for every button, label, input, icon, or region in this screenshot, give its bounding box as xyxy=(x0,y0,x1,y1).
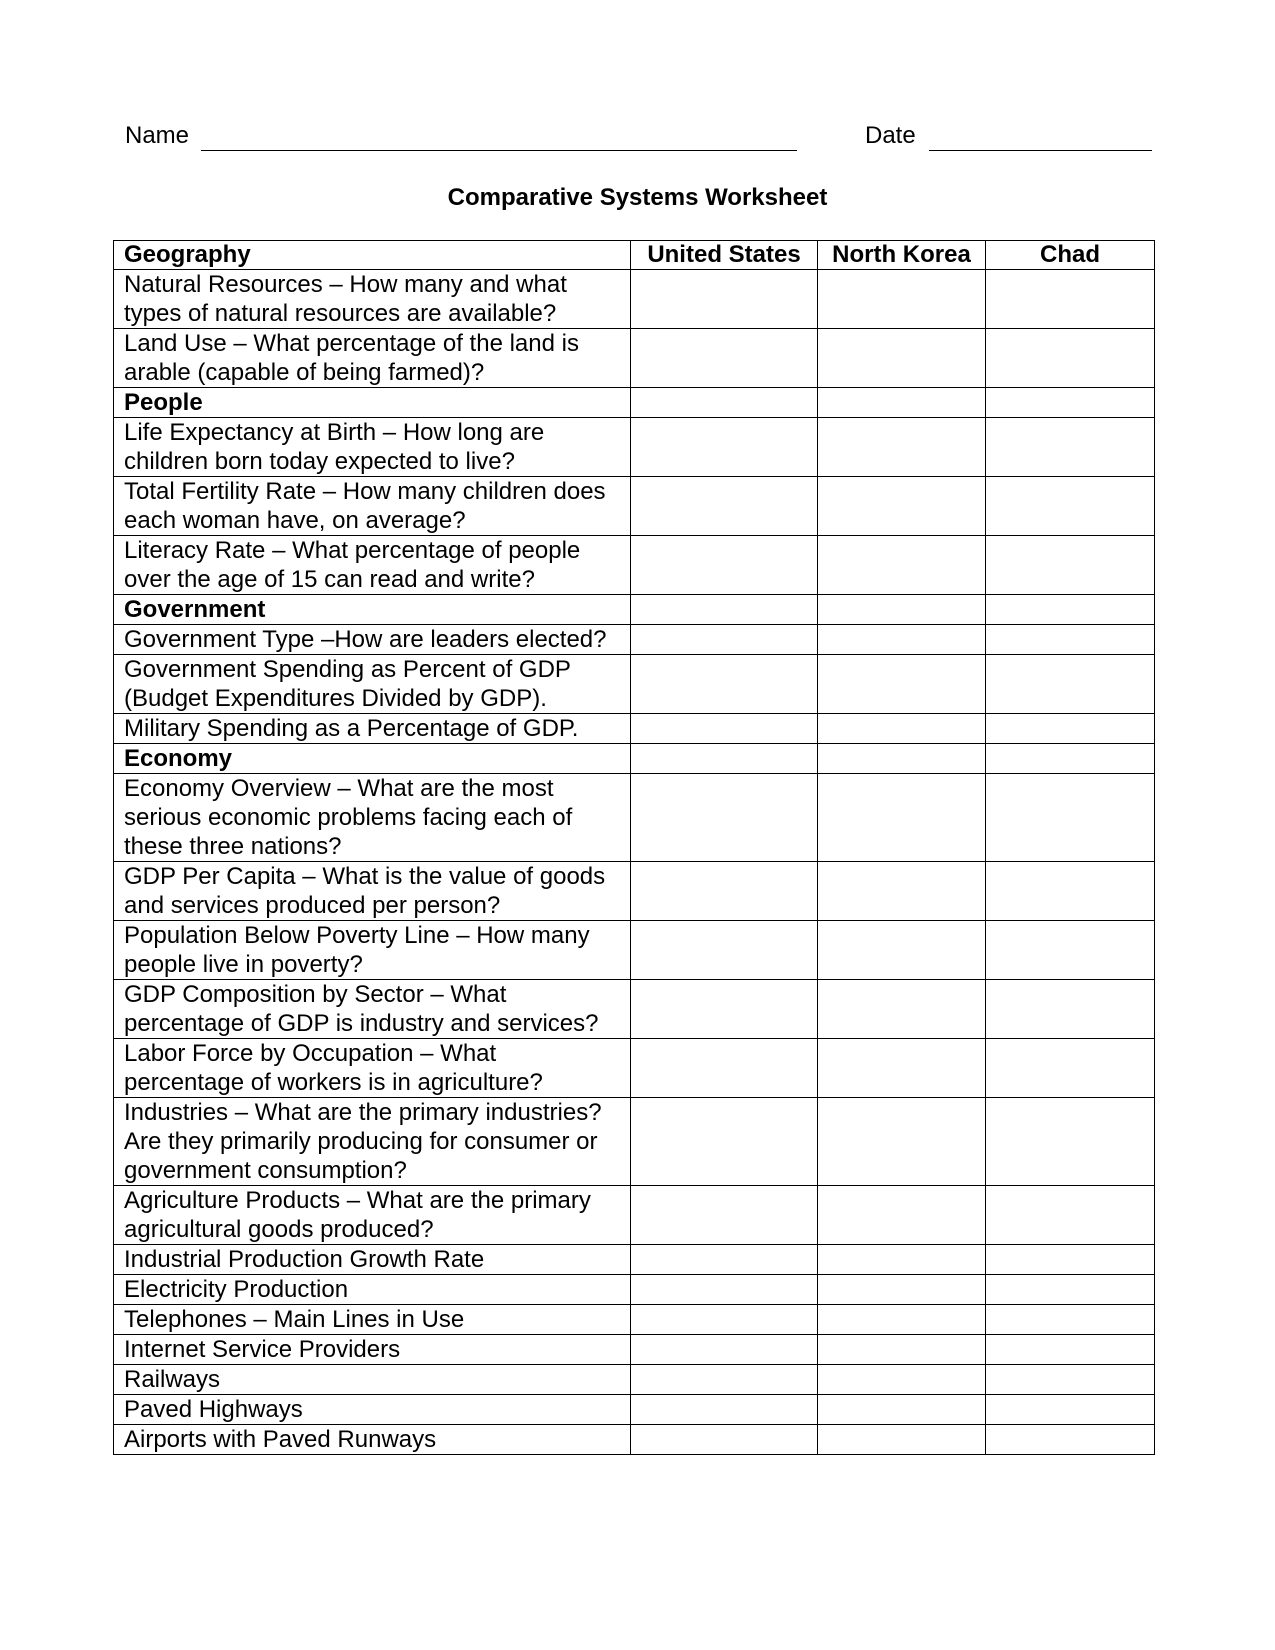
answer-cell-north-korea[interactable] xyxy=(818,1425,986,1455)
table-row xyxy=(114,329,1155,388)
date-field[interactable] xyxy=(929,150,1152,151)
answer-cell-united-states[interactable] xyxy=(631,1245,818,1275)
row-label: Total Fertility Rate – How many children does each woman have, on average? xyxy=(114,477,631,536)
table-row xyxy=(114,1365,1155,1395)
row-label: Natural Resources – How many and what types of natural resources are available? xyxy=(114,270,631,329)
section-heading: Government xyxy=(114,595,631,625)
column-header-geography: Geography xyxy=(114,241,631,270)
answer-cell-united-states[interactable] xyxy=(631,1425,818,1455)
row-label: GDP Composition by Sector – What percentage of GDP is industry and services? xyxy=(114,980,631,1039)
table-row xyxy=(114,1305,1155,1335)
answer-cell-north-korea[interactable] xyxy=(818,1186,986,1245)
section-row xyxy=(114,595,1155,625)
answer-cell-north-korea[interactable] xyxy=(818,1039,986,1098)
name-field[interactable] xyxy=(201,150,797,151)
table-header-row xyxy=(114,241,1155,270)
worksheet-title: Comparative Systems Worksheet xyxy=(447,184,828,211)
answer-cell-north-korea[interactable] xyxy=(818,1395,986,1425)
table-row xyxy=(114,625,1155,655)
answer-cell-chad[interactable] xyxy=(986,862,1155,921)
answer-cell-united-states[interactable] xyxy=(631,1335,818,1365)
table-row xyxy=(114,1395,1155,1425)
table-row xyxy=(114,862,1155,921)
answer-cell-chad[interactable] xyxy=(986,1365,1155,1395)
table-row xyxy=(114,1039,1155,1098)
name-label: Name xyxy=(125,122,190,149)
answer-cell-chad[interactable] xyxy=(986,1275,1155,1305)
answer-cell-north-korea[interactable] xyxy=(818,388,986,418)
table-row xyxy=(114,655,1155,714)
section-heading: People xyxy=(114,388,631,418)
answer-cell-united-states[interactable] xyxy=(631,1039,818,1098)
answer-cell-north-korea[interactable] xyxy=(818,1335,986,1365)
answer-cell-chad[interactable] xyxy=(986,270,1155,329)
answer-cell-chad[interactable] xyxy=(986,921,1155,980)
table-row xyxy=(114,418,1155,477)
table-row xyxy=(114,1098,1155,1186)
worksheet-body xyxy=(114,270,1155,1455)
section-row xyxy=(114,744,1155,774)
row-label: Economy Overview – What are the most serious economic problems facing each of these three nations? xyxy=(114,774,631,862)
answer-cell-united-states[interactable] xyxy=(631,388,818,418)
answer-cell-united-states[interactable] xyxy=(631,1098,818,1186)
answer-cell-north-korea[interactable] xyxy=(818,418,986,477)
table-row xyxy=(114,1245,1155,1275)
answer-cell-chad[interactable] xyxy=(986,536,1155,595)
answer-cell-united-states[interactable] xyxy=(631,1305,818,1335)
answer-cell-united-states[interactable] xyxy=(631,655,818,714)
row-label: Life Expectancy at Birth – How long are children born today expected to live? xyxy=(114,418,631,477)
answer-cell-united-states[interactable] xyxy=(631,477,818,536)
answer-cell-north-korea[interactable] xyxy=(818,1245,986,1275)
answer-cell-chad[interactable] xyxy=(986,1425,1155,1455)
answer-cell-chad[interactable] xyxy=(986,714,1155,744)
date-label: Date xyxy=(865,122,916,149)
answer-cell-chad[interactable] xyxy=(986,980,1155,1039)
answer-cell-united-states[interactable] xyxy=(631,744,818,774)
answer-cell-north-korea[interactable] xyxy=(818,921,986,980)
header-row xyxy=(0,114,1275,154)
table-row xyxy=(114,980,1155,1039)
answer-cell-chad[interactable] xyxy=(986,625,1155,655)
row-label: Government Spending as Percent of GDP (Budget Expenditures Divided by GDP). xyxy=(114,655,631,714)
answer-cell-united-states[interactable] xyxy=(631,625,818,655)
answer-cell-chad[interactable] xyxy=(986,1098,1155,1186)
answer-cell-chad[interactable] xyxy=(986,774,1155,862)
column-header-chad: Chad xyxy=(986,241,1155,270)
answer-cell-united-states[interactable] xyxy=(631,595,818,625)
table-row xyxy=(114,477,1155,536)
table-row xyxy=(114,536,1155,595)
answer-cell-chad[interactable] xyxy=(986,329,1155,388)
answer-cell-chad[interactable] xyxy=(986,744,1155,774)
answer-cell-united-states[interactable] xyxy=(631,862,818,921)
table-row xyxy=(114,1425,1155,1455)
answer-cell-united-states[interactable] xyxy=(631,536,818,595)
answer-cell-chad[interactable] xyxy=(986,1305,1155,1335)
row-label: Internet Service Providers xyxy=(114,1335,631,1365)
row-label: Labor Force by Occupation – What percentage of workers is in agriculture? xyxy=(114,1039,631,1098)
answer-cell-united-states[interactable] xyxy=(631,921,818,980)
answer-cell-north-korea[interactable] xyxy=(818,980,986,1039)
answer-cell-united-states[interactable] xyxy=(631,980,818,1039)
answer-cell-chad[interactable] xyxy=(986,477,1155,536)
answer-cell-chad[interactable] xyxy=(986,1335,1155,1365)
column-header-united-states: United States xyxy=(631,241,818,270)
column-header-north-korea: North Korea xyxy=(818,241,986,270)
section-row xyxy=(114,388,1155,418)
answer-cell-north-korea[interactable] xyxy=(818,744,986,774)
answer-cell-united-states[interactable] xyxy=(631,418,818,477)
answer-cell-united-states[interactable] xyxy=(631,1395,818,1425)
row-label: Electricity Production xyxy=(114,1275,631,1305)
row-label: GDP Per Capita – What is the value of goods and services produced per person? xyxy=(114,862,631,921)
row-label: Literacy Rate – What percentage of people over the age of 15 can read and write? xyxy=(114,536,631,595)
answer-cell-north-korea[interactable] xyxy=(818,477,986,536)
answer-cell-chad[interactable] xyxy=(986,418,1155,477)
table-row xyxy=(114,1335,1155,1365)
answer-cell-north-korea[interactable] xyxy=(818,655,986,714)
answer-cell-north-korea[interactable] xyxy=(818,1305,986,1335)
row-label: Government Type –How are leaders elected? xyxy=(114,625,631,655)
answer-cell-united-states[interactable] xyxy=(631,1186,818,1245)
table-row xyxy=(114,774,1155,862)
answer-cell-north-korea[interactable] xyxy=(818,774,986,862)
row-label: Land Use – What percentage of the land is arable (capable of being farmed)? xyxy=(114,329,631,388)
table-row xyxy=(114,714,1155,744)
answer-cell-north-korea[interactable] xyxy=(818,536,986,595)
answer-cell-north-korea[interactable] xyxy=(818,625,986,655)
answer-cell-chad[interactable] xyxy=(986,1395,1155,1425)
row-label: Telephones – Main Lines in Use xyxy=(114,1305,631,1335)
answer-cell-north-korea[interactable] xyxy=(818,862,986,921)
row-label: Railways xyxy=(114,1365,631,1395)
answer-cell-north-korea[interactable] xyxy=(818,270,986,329)
answer-cell-chad[interactable] xyxy=(986,388,1155,418)
table-row xyxy=(114,921,1155,980)
answer-cell-united-states[interactable] xyxy=(631,329,818,388)
section-heading: Economy xyxy=(114,744,631,774)
answer-cell-chad[interactable] xyxy=(986,595,1155,625)
answer-cell-united-states[interactable] xyxy=(631,1275,818,1305)
row-label: Industrial Production Growth Rate xyxy=(114,1245,631,1275)
answer-cell-united-states[interactable] xyxy=(631,714,818,744)
answer-cell-united-states[interactable] xyxy=(631,270,818,329)
table-row xyxy=(114,270,1155,329)
answer-cell-north-korea[interactable] xyxy=(818,1365,986,1395)
row-label: Military Spending as a Percentage of GDP. xyxy=(114,714,631,744)
row-label: Agriculture Products – What are the primary agricultural goods produced? xyxy=(114,1186,631,1245)
answer-cell-north-korea[interactable] xyxy=(818,1098,986,1186)
answer-cell-united-states[interactable] xyxy=(631,1365,818,1395)
answer-cell-north-korea[interactable] xyxy=(818,714,986,744)
table-row xyxy=(114,1275,1155,1305)
answer-cell-chad[interactable] xyxy=(986,1039,1155,1098)
answer-cell-north-korea[interactable] xyxy=(818,329,986,388)
row-label: Paved Highways xyxy=(114,1395,631,1425)
row-label: Airports with Paved Runways xyxy=(114,1425,631,1455)
table-row xyxy=(114,1186,1155,1245)
row-label: Industries – What are the primary industries? Are they primarily producing for consumer or government consumption? xyxy=(114,1098,631,1186)
answer-cell-north-korea[interactable] xyxy=(818,1275,986,1305)
row-label: Population Below Poverty Line – How many people live in poverty? xyxy=(114,921,631,980)
answer-cell-chad[interactable] xyxy=(986,655,1155,714)
answer-cell-chad[interactable] xyxy=(986,1186,1155,1245)
answer-cell-united-states[interactable] xyxy=(631,774,818,862)
answer-cell-chad[interactable] xyxy=(986,1245,1155,1275)
worksheet-table xyxy=(113,240,1155,1455)
answer-cell-north-korea[interactable] xyxy=(818,595,986,625)
